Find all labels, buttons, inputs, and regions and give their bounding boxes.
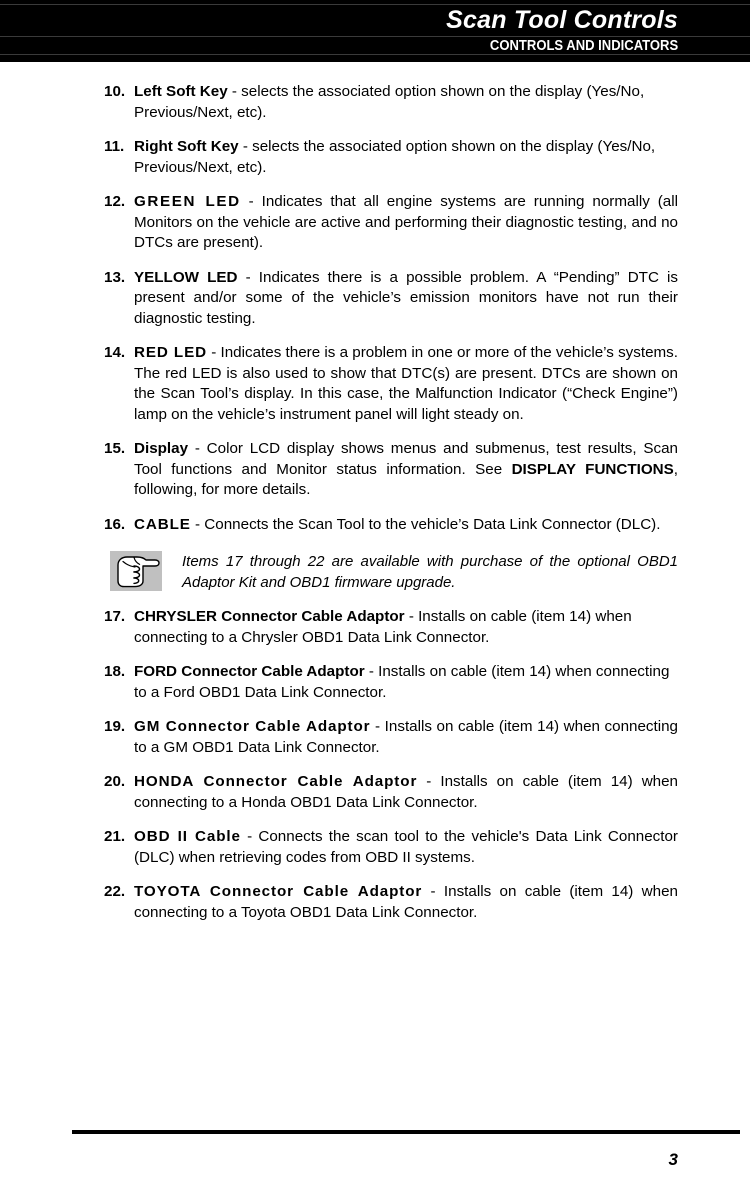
list-item-text: - Connects the Scan Tool to the vehicle’s Data Link Connector (DLC). xyxy=(190,515,661,533)
list-item-text: - selects the associated option shown on the display (Yes/No, Previous/Next, etc). xyxy=(134,83,645,121)
footer-divider xyxy=(72,1130,740,1134)
list-item xyxy=(104,662,678,703)
list-item-term: YELLOW LED xyxy=(134,268,238,286)
header-divider-middle xyxy=(0,36,750,37)
list-item-term: Right Soft Key xyxy=(134,138,239,155)
list-item-emphasis: DISPLAY FUNCTIONS xyxy=(511,460,674,478)
list-item-term: Display xyxy=(134,440,189,457)
list-item-text: - selects the associated option shown on the display (Yes/No, Previous/Next, etc). xyxy=(134,138,656,176)
list-item-text: - Installs on cable (item 14) when connecting to a Ford OBD1 Data Link Connector. xyxy=(134,663,670,701)
list-item-term: CHRYSLER Connector Cable Adaptor xyxy=(134,608,405,625)
list-item-term: TOYOTA Connector Cable Adaptor xyxy=(134,883,423,900)
list-item-number: 11. xyxy=(104,138,125,155)
list-item-term: GREEN LED xyxy=(134,193,241,210)
list-item-text-after: , following, for more details. xyxy=(134,460,678,498)
list-item-number: 22. xyxy=(104,883,126,900)
list-item-text: - Indicates there is a possible problem. A “Pending” DTC is present and/or some of the vehicle’s emission monitors have not run their diagnostic testing. xyxy=(134,268,678,327)
list-item-term: OBD II Cable xyxy=(134,828,241,845)
list-item-term: HONDA Connector Cable Adaptor xyxy=(134,773,418,790)
list-item-number: 18. xyxy=(104,663,126,680)
list-item xyxy=(104,137,678,178)
page-footer xyxy=(0,1130,750,1200)
page-number: 3 xyxy=(668,1150,678,1169)
list-item xyxy=(104,439,678,501)
list-item-number: 16. xyxy=(104,515,126,533)
list-item-text: - Color LCD display shows menus and submenus, test results, Scan Tool functions and Monitor status information. See xyxy=(134,440,678,478)
list-item-term: RED LED xyxy=(134,344,207,361)
note-callout xyxy=(110,551,678,593)
list-item-text: - Installs on cable (item 14) when connecting to a Toyota OBD1 Data Link Connector. xyxy=(134,883,678,921)
list-item-text: - Installs on cable (item 14) when connecting to a Honda OBD1 Data Link Connector. xyxy=(134,773,679,811)
note-text: Items 17 through 22 are available with purchase of the optional OBD1 Adaptor Kit and OBD1 firmware upgrade. xyxy=(182,553,678,591)
list-item xyxy=(104,515,678,536)
list-item-number: 19. xyxy=(104,718,126,735)
list-item-number: 12. xyxy=(104,193,126,210)
list-item-number: 10. xyxy=(104,83,126,100)
list-item xyxy=(104,717,678,758)
list-item-number: 14. xyxy=(104,344,126,361)
list-item-number: 17. xyxy=(104,608,126,625)
list-item-term: FORD Connector Cable Adaptor xyxy=(134,663,365,680)
list-item xyxy=(104,882,678,923)
list-item-number: 21. xyxy=(104,828,126,845)
list-item xyxy=(104,343,678,425)
list-item-term: CABLE xyxy=(134,515,191,533)
header-divider-top xyxy=(0,4,750,5)
list-item-text: - Indicates that all engine systems are running normally (all Monitors on the vehicle are active and performing their diagnostic testing, and no DTCs are present). xyxy=(134,193,678,251)
list-item xyxy=(104,82,678,123)
page-subtitle: CONTROLS AND INDICATORS xyxy=(489,38,678,54)
list-item xyxy=(104,268,678,330)
list-item-number: 15. xyxy=(104,440,126,457)
header-divider-bottom xyxy=(0,54,750,55)
list-item-number: 13. xyxy=(104,268,126,286)
list-item xyxy=(104,827,678,868)
list-item xyxy=(104,192,678,254)
page-title: Scan Tool Controls xyxy=(446,6,678,34)
list-item xyxy=(104,607,678,648)
document-body xyxy=(104,82,678,937)
pointing-hand-icon xyxy=(110,551,162,591)
list-item-term: Left Soft Key xyxy=(134,83,228,100)
page-header xyxy=(0,0,750,62)
list-item-text: - Indicates there is a problem in one or more of the vehicle’s systems. The red LED is also used to show that DTC(s) are present. DTCs are shown on the Scan Tool’s display. In this case, the Malfunction Indicator (“Check Engine”) lamp on the vehicle’s instrument panel will light steady on. xyxy=(134,344,678,423)
list-item-text: - Installs on cable (item 14) when connecting to a GM OBD1 Data Link Connector. xyxy=(134,718,678,756)
list-item xyxy=(104,772,678,813)
list-item-term: GM Connector Cable Adaptor xyxy=(134,718,371,735)
list-item-number: 20. xyxy=(104,773,126,790)
list-item-text: - Connects the scan tool to the vehicle's Data Link Connector (DLC) when retrieving codes from OBD II systems. xyxy=(134,828,678,866)
list-item-text: - Installs on cable (item 14) when connecting to a Chrysler OBD1 Data Link Connector. xyxy=(134,608,632,646)
